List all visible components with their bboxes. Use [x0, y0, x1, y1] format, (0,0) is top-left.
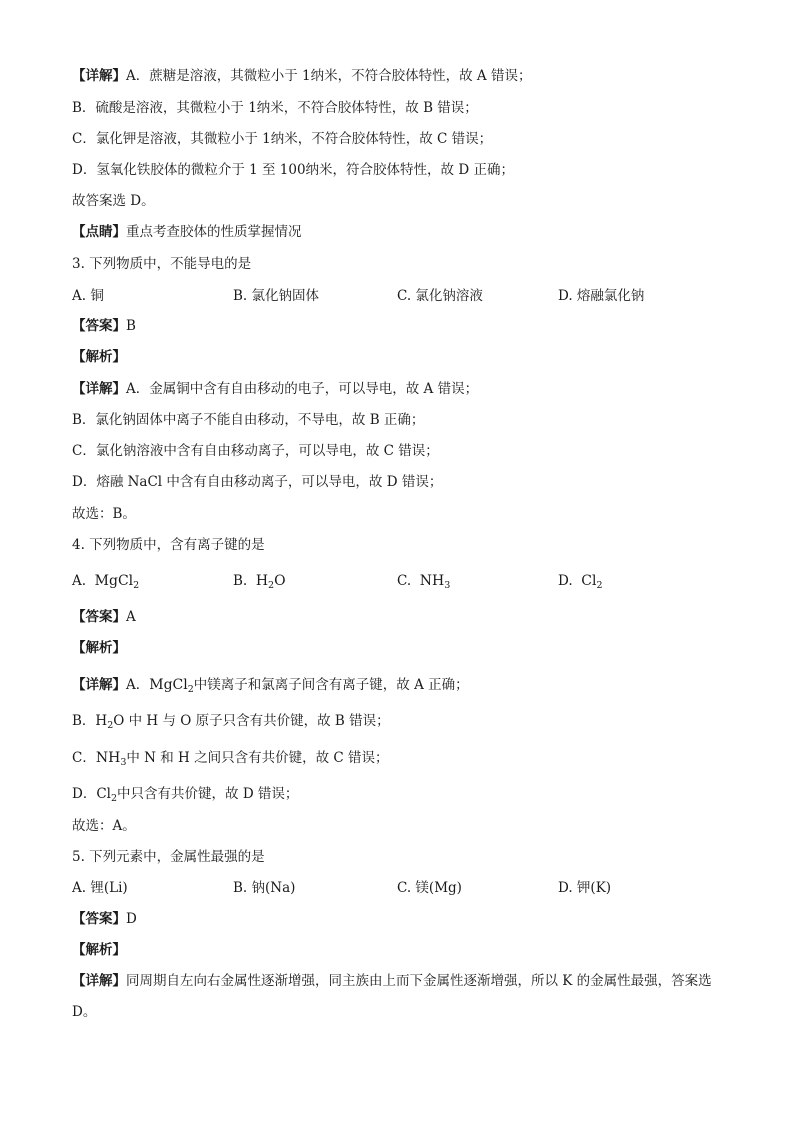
q3-detail-line-a — [72, 379, 732, 399]
detail-tag: 【详解】 — [72, 381, 126, 397]
q3-stem: 3. 下列物质中，不能导电的是 — [72, 256, 252, 272]
q3-analysis — [72, 347, 732, 367]
q3-answer — [72, 316, 732, 336]
answer-tag: 【答案】 — [72, 318, 126, 334]
q2-conclusion: 故答案选 D。 — [72, 193, 155, 209]
q5-option-d: D. 钾(K) — [558, 880, 612, 896]
remark-tag: 【点睛】 — [72, 224, 126, 240]
q5-analysis — [72, 940, 732, 960]
q2-detail-line-a — [72, 66, 732, 86]
q5-option-b: B. 钠(Na) — [233, 880, 296, 896]
q4-option-b: B. $H_2O$ — [233, 573, 286, 591]
answer-tag: 【答案】 — [72, 609, 126, 625]
answer-value: A — [126, 609, 136, 625]
q4-option-c: C. $NH_3$ — [397, 573, 451, 591]
q5-option-a: A. 锂(Li) — [72, 880, 128, 896]
q4-detail-line-a: 【详解】A．MgCl$_2$中镁离子和氯离子间含有离子键，故 A 正确； — [72, 677, 469, 695]
analysis-tag: 【解析】 — [72, 942, 126, 958]
detail-tag: 【详解】 — [72, 68, 126, 84]
q2-detail-line-d: D．氢氧化铁胶体的微粒介于 1 至 100纳米，符合胶体特性，故 D 正确； — [72, 162, 514, 178]
q4-option-d: D. $Cl_2$ — [558, 573, 603, 591]
q5-option-c: C. 镁(Mg) — [397, 880, 462, 896]
q4-detail-line-c: C．$NH_3$中 N 和 H 之间只含有共价键，故 C 错误； — [72, 750, 389, 768]
q2-detail-line-c: C．氯化钾是溶液，其微粒小于 1纳米，不符合胶体特性，故 C 错误； — [72, 131, 493, 147]
analysis-tag: 【解析】 — [72, 349, 126, 365]
q2-remark — [72, 222, 732, 242]
q5-detail — [72, 966, 732, 1028]
q3-conclusion: 故选：B。 — [72, 506, 136, 522]
q3-detail-line-d: D．熔融 NaCl 中含有自由移动离子，可以导电，故 D 错误； — [72, 474, 443, 490]
detail-text: A．蔗糖是溶液，其微粒小于 1纳米，不符合胶体特性，故 A 错误； — [126, 68, 532, 84]
q4-analysis — [72, 638, 732, 658]
q5-stem: 5. 下列元素中，金属性最强的是 — [72, 849, 265, 865]
detail-tag: 【详解】 — [72, 677, 126, 693]
answer-value: B — [126, 318, 136, 334]
detail-text: 同周期自左向右金属性逐渐增强，同主族由上而下金属性逐渐增强，所以 K 的金属性最强，答案选 D。 — [72, 973, 712, 1020]
q4-conclusion: 故选：A。 — [72, 818, 136, 834]
analysis-tag: 【解析】 — [72, 640, 126, 656]
q3-option-a: A. 铜 — [72, 288, 104, 304]
q4-detail-line-d: D．$Cl_2$中只含有共价键，故 D 错误； — [72, 786, 299, 804]
q3-option-d: D. 熔融氯化钠 — [558, 288, 645, 304]
detail-tag: 【详解】 — [72, 973, 126, 989]
detail-text: A．金属铜中含有自由移动的电子，可以导电，故 A 错误； — [126, 381, 479, 397]
q3-option-c: C. 氯化钠溶液 — [397, 288, 483, 304]
answer-tag: 【答案】 — [72, 911, 126, 927]
q5-answer — [72, 909, 732, 929]
q3-option-b: B. 氯化钠固体 — [233, 288, 320, 304]
q3-detail-line-b: B．氯化钠固体中离子不能自由移动，不导电，故 B 正确； — [72, 412, 425, 428]
q3-detail-line-c: C．氯化钠溶液中含有自由移动离子，可以导电，故 C 错误； — [72, 443, 439, 459]
q2-detail-line-b: B．硫酸是溶液，其微粒小于 1纳米，不符合胶体特性，故 B 错误； — [72, 100, 478, 116]
q4-stem: 4. 下列物质中，含有离子键的是 — [72, 537, 265, 553]
remark-text: 重点考查胶体的性质掌握情况 — [126, 224, 302, 240]
q4-option-a: A. MgCl$_2$ — [72, 573, 140, 591]
q4-detail-line-b: B．$H_2O$ 中 H 与 O 原子只含有共价键，故 B 错误； — [72, 713, 390, 731]
answer-value: D — [126, 911, 137, 927]
q4-answer — [72, 607, 732, 627]
